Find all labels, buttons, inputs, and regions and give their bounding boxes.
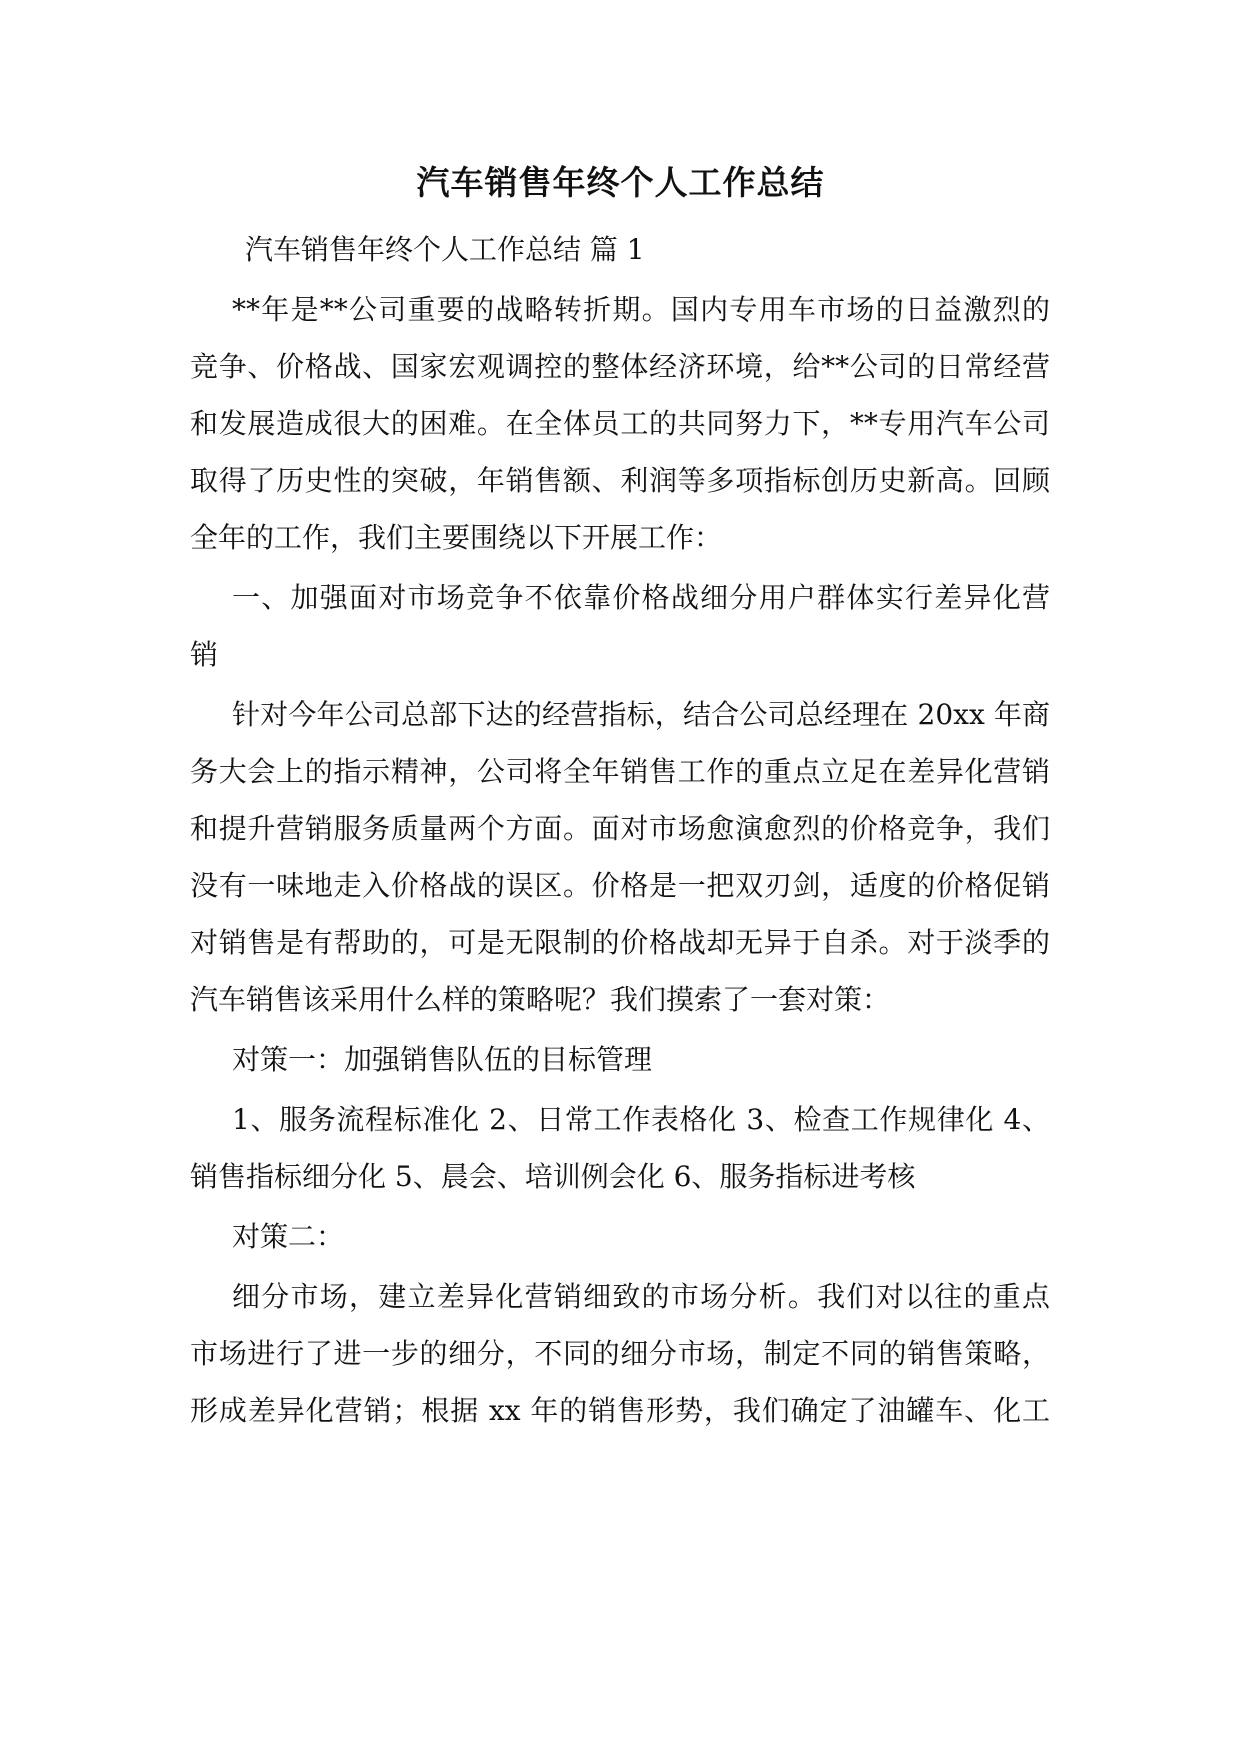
- list-line: 销售指标细分化 5、晨会、培训例会化 6、服务指标进考核: [190, 1160, 916, 1193]
- paragraph-line: 汽车销售该采用什么样的策略呢？我们摸索了一套对策：: [190, 983, 891, 1016]
- section-heading-line: 一、加强面对市场竞争不依靠价格战细分用户群体实行差异化营: [232, 581, 1050, 614]
- paragraph-line: **年是**公司重要的战略转折期。国内专用车市场的日益激烈的: [232, 293, 1050, 326]
- paragraph-line: 和发展造成很大的困难。在全体员工的共同努力下，**专用汽车公司: [190, 407, 1050, 440]
- paragraph-line: 没有一味地走入价格战的误区。价格是一把双刃剑，适度的价格促销: [190, 869, 1050, 902]
- list-line: 1、服务流程标准化 2、日常工作表格化 3、检查工作规律化 4、: [232, 1103, 1050, 1136]
- paragraph-line: 和提升营销服务质量两个方面。面对市场愈演愈烈的价格竞争，我们: [190, 812, 1050, 845]
- paragraph-line: 形成差异化营销；根据 xx 年的销售形势，我们确定了油罐车、化工: [190, 1394, 1050, 1427]
- document-title: 汽车销售年终个人工作总结: [416, 163, 825, 202]
- strategy-heading: 对策一：加强销售队伍的目标管理: [232, 1043, 653, 1076]
- strategy-heading: 对策二：: [232, 1220, 345, 1253]
- paragraph-line: 市场进行了进一步的细分，不同的细分市场，制定不同的销售策略，: [190, 1337, 1050, 1370]
- paragraph-line: 全年的工作，我们主要围绕以下开展工作：: [190, 521, 723, 554]
- paragraph-line: 取得了历史性的突破，年销售额、利润等多项指标创历史新高。回顾: [190, 464, 1050, 497]
- paragraph-line: 务大会上的指示精神，公司将全年销售工作的重点立足在差异化营销: [190, 755, 1050, 788]
- paragraph-line: 针对今年公司总部下达的经营指标，结合公司总经理在 20xx 年商: [232, 698, 1050, 731]
- section-heading-line: 销: [190, 638, 219, 671]
- paragraph-line: 细分市场，建立差异化营销细致的市场分析。我们对以往的重点: [232, 1280, 1050, 1313]
- paragraph-line: 对销售是有帮助的，可是无限制的价格战却无异于自杀。对于淡季的: [190, 926, 1050, 959]
- document-subtitle: 汽车销售年终个人工作总结 篇 1: [245, 233, 645, 266]
- paragraph-line: 竞争、价格战、国家宏观调控的整体经济环境，给**公司的日常经营: [190, 350, 1050, 383]
